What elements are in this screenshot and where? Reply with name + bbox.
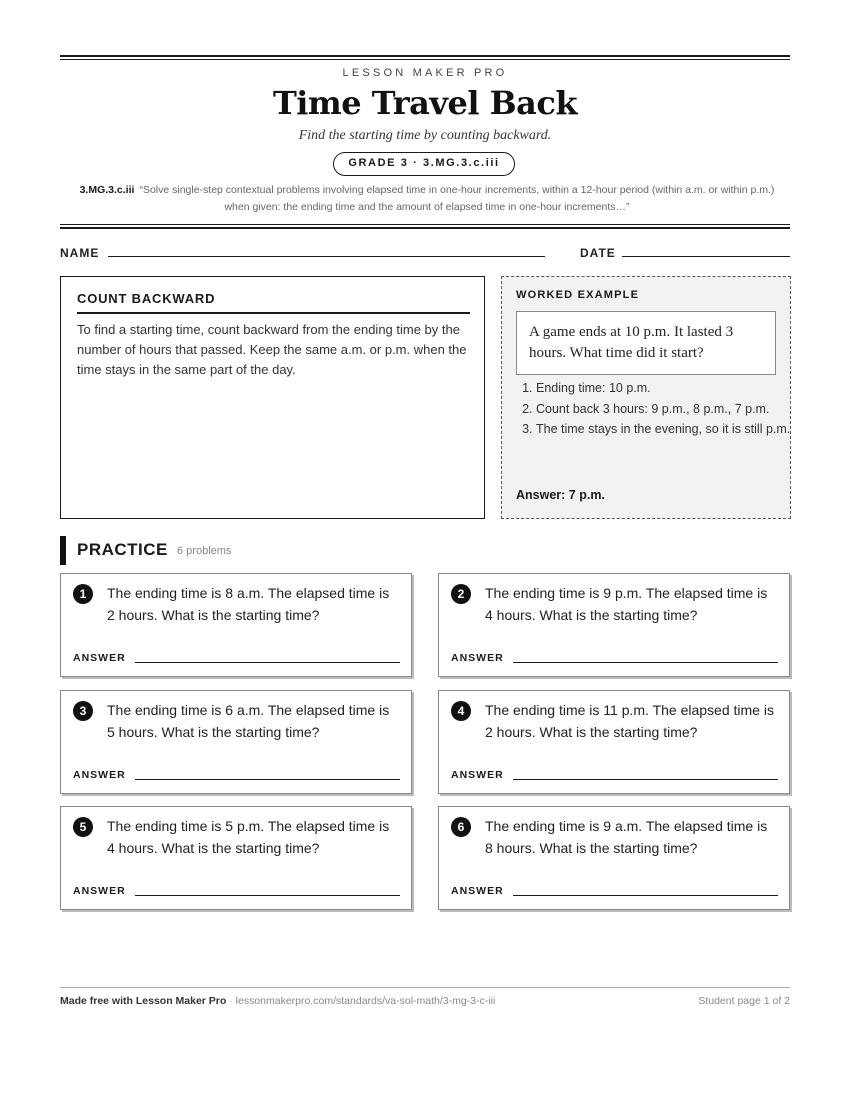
- page-title: Time Travel Back: [272, 84, 578, 122]
- example-step: 1. Ending time: 10 p.m.: [536, 378, 798, 399]
- answer-label: ANSWER: [451, 885, 504, 897]
- problem-card: [438, 690, 790, 794]
- example-question: A game ends at 10 p.m. It lasted 3 hours. What time did it start?: [516, 311, 776, 375]
- problem-number: 2: [451, 584, 471, 604]
- date-field[interactable]: [622, 256, 790, 257]
- problem-text: The ending time is 6 a.m. The elapsed time is 5 hours. What is the starting time?: [107, 702, 390, 740]
- problem-card: [438, 806, 790, 910]
- problem-text: The ending time is 11 p.m. The elapsed time is 2 hours. What is the starting time?: [485, 702, 774, 740]
- footer-url[interactable]: · lessonmakerpro.com/standards/va-sol-math/3-mg-3-c-iii: [226, 995, 496, 1007]
- answer-label: ANSWER: [73, 885, 126, 897]
- header-bottom-rule-thin: [60, 224, 790, 225]
- example-step: 2. Count back 3 hours: 9 p.m., 8 p.m., 7 p.m.: [536, 399, 798, 420]
- problem-card: [60, 806, 412, 910]
- answer-field[interactable]: [513, 895, 778, 896]
- example-step: 3. The time stays in the evening, so it is still p.m.: [536, 419, 798, 440]
- answer-label: ANSWER: [451, 769, 504, 781]
- header-top-rule-thin: [60, 59, 790, 60]
- grade-badge: GRADE 3 · 3.MG.3.c.iii: [333, 152, 515, 176]
- problem-number: 5: [73, 817, 93, 837]
- footer-rule: [60, 987, 790, 988]
- header-top-rule: [60, 55, 790, 57]
- problem-text: The ending time is 9 p.m. The elapsed time is 4 hours. What is the starting time?: [485, 585, 768, 623]
- header-bottom-rule: [60, 227, 790, 229]
- standard-code: 3.MG.3.c.iii: [79, 184, 135, 196]
- answer-field[interactable]: [513, 662, 778, 663]
- example-answer: Answer: 7 p.m.: [516, 488, 605, 502]
- answer-label: ANSWER: [73, 769, 126, 781]
- practice-title: PRACTICE: [77, 540, 168, 559]
- practice-count: 6 problems: [177, 545, 232, 557]
- problem-number: 4: [451, 701, 471, 721]
- concept-heading: COUNT BACKWARD: [77, 291, 470, 314]
- name-label: NAME: [60, 246, 100, 260]
- page-subtitle: Find the starting time by counting backward.: [298, 128, 552, 143]
- standard-description: [72, 182, 782, 216]
- example-steps: [516, 378, 798, 440]
- concept-box: [60, 276, 485, 519]
- standard-text: “Solve single-step contextual problems involving elapsed time in one-hour increments, within a 12-hour period (within a.m. or within p.m.) when given: the ending time and the amount of elapsed time in one-hour increments…”: [139, 184, 775, 213]
- problem-number: 1: [73, 584, 93, 604]
- date-label: DATE: [580, 246, 616, 260]
- answer-field[interactable]: [513, 779, 778, 780]
- answer-label: ANSWER: [451, 652, 504, 664]
- footer-page-number: Student page 1 of 2: [698, 995, 790, 1007]
- answer-label: ANSWER: [73, 652, 126, 664]
- practice-accent-bar: [60, 536, 66, 565]
- footer-credit: [60, 995, 495, 1007]
- problem-card: [438, 573, 790, 677]
- answer-field[interactable]: [135, 662, 400, 663]
- problem-number: 6: [451, 817, 471, 837]
- problem-text: The ending time is 8 a.m. The elapsed time is 2 hours. What is the starting time?: [107, 585, 390, 623]
- problem-number: 3: [73, 701, 93, 721]
- name-field[interactable]: [108, 256, 545, 257]
- problem-text: The ending time is 9 a.m. The elapsed time is 8 hours. What is the starting time?: [485, 818, 768, 856]
- answer-field[interactable]: [135, 895, 400, 896]
- problem-card: [60, 690, 412, 794]
- footer-made-with: Made free with Lesson Maker Pro: [60, 995, 227, 1007]
- problem-card: [60, 573, 412, 677]
- worked-example-box: [501, 276, 791, 519]
- concept-body: To find a starting time, count backward from the ending time by the number of hours that passed. Keep the same a.m. or p.m. when the time stays in the same part of the day.: [77, 322, 467, 377]
- brand-label: LESSON MAKER PRO: [342, 67, 508, 79]
- answer-field[interactable]: [135, 779, 400, 780]
- problem-text: The ending time is 5 p.m. The elapsed time is 4 hours. What is the starting time?: [107, 818, 390, 856]
- example-heading: WORKED EXAMPLE: [516, 289, 640, 301]
